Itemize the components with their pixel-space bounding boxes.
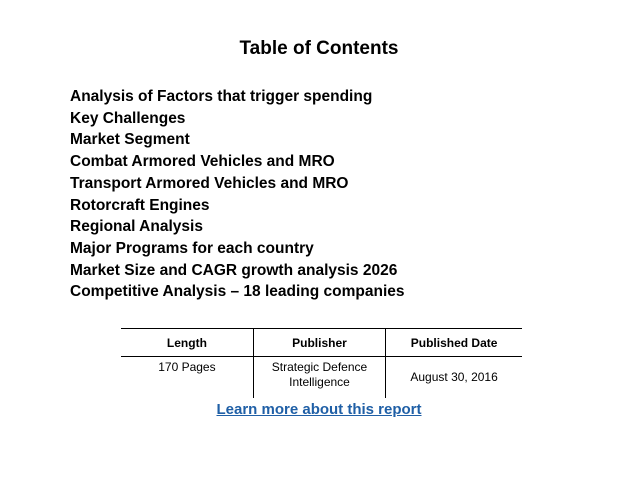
toc-item: Analysis of Factors that trigger spending xyxy=(70,88,373,105)
toc-item: Transport Armored Vehicles and MRO xyxy=(70,174,349,192)
header-published-date: Published Date xyxy=(386,329,522,357)
cell-published-date: August 30, 2016 xyxy=(386,357,522,399)
table-header-row xyxy=(121,329,522,357)
toc-item: Combat Armored Vehicles and MRO xyxy=(70,153,335,171)
toc-item: Market Size and CAGR growth analysis 2026 xyxy=(70,261,398,279)
header-publisher: Publisher xyxy=(253,329,385,357)
toc-item: Major Programs for each country xyxy=(70,239,314,257)
learn-more-link[interactable]: Learn more about this report xyxy=(216,401,422,418)
toc-item: Rotorcraft Engines xyxy=(70,196,210,214)
toc-item: Key Challenges xyxy=(70,109,186,127)
toc-item: Regional Analysis xyxy=(70,218,203,236)
toc-list xyxy=(70,86,405,303)
page-title: Table of Contents xyxy=(239,38,399,59)
cell-length: 170 Pages xyxy=(158,360,216,374)
toc-item: Market Segment xyxy=(70,131,190,149)
learn-more-container xyxy=(0,400,638,420)
table-row xyxy=(121,357,522,399)
toc-item: Competitive Analysis – 18 leading companies xyxy=(70,283,405,301)
header-length: Length xyxy=(121,329,253,357)
report-info-table xyxy=(121,328,522,398)
cell-publisher: Strategic Defence Intelligence xyxy=(253,357,385,399)
